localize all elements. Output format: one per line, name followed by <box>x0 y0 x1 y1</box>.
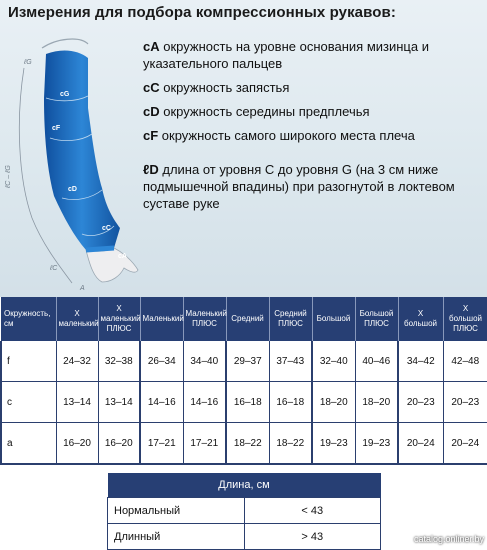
table-row <box>1 423 487 465</box>
table-cell: 32–38 <box>98 341 140 382</box>
legend-item: cA окружность на уровне основания мизинца и указательного пальцев <box>143 39 429 71</box>
length-label: Длинный <box>108 524 245 550</box>
table-cell: 42–48 <box>443 341 487 382</box>
size-table-header <box>1 297 487 341</box>
label-lC: ℓC <box>50 265 58 272</box>
column-header: X маленький <box>56 297 98 341</box>
column-header: Большой ПЛЮС <box>355 297 398 341</box>
table-row <box>1 382 487 423</box>
table-cell: 16–20 <box>56 423 98 465</box>
legend-item: cD окружность середины предплечья <box>143 104 370 119</box>
table-cell: 34–40 <box>183 341 226 382</box>
column-header: X большой ПЛЮС <box>443 297 487 341</box>
table-cell: 32–40 <box>312 341 355 382</box>
measurement-legend <box>143 38 483 219</box>
table-cell: 29–37 <box>226 341 269 382</box>
table-cell: 20–24 <box>443 423 487 465</box>
table-cell: 16–18 <box>269 382 312 423</box>
table-row <box>108 524 381 550</box>
legend-item: cC окружность запястья <box>143 80 290 95</box>
table-row <box>108 498 381 524</box>
watermark: catalog.onliner.by <box>413 534 484 544</box>
table-cell: 20–23 <box>398 382 443 423</box>
table-cell: 13–14 <box>98 382 140 423</box>
table-cell: 20–23 <box>443 382 487 423</box>
length-table <box>107 473 381 550</box>
size-table <box>0 297 487 465</box>
table-cell: 34–42 <box>398 341 443 382</box>
table-cell: 17–21 <box>183 423 226 465</box>
legend-item: cF окружность самого широкого места плеча <box>143 128 415 143</box>
label-lG: ℓG <box>24 59 32 66</box>
page-title: Измерения для подбора компрессионных рукавов: <box>8 4 396 21</box>
shoulder-outline <box>42 39 88 48</box>
table-cell: 13–14 <box>56 382 98 423</box>
label-A: A <box>80 285 85 292</box>
length-label: Нормальный <box>108 498 245 524</box>
length-header: Длина, см <box>108 473 381 498</box>
column-header: X большой <box>398 297 443 341</box>
label-cG: cG <box>60 91 70 98</box>
table-cell: 19–23 <box>355 423 398 465</box>
table-cell: 18–22 <box>269 423 312 465</box>
label-cA: cA <box>118 253 127 260</box>
table-cell: 37–43 <box>269 341 312 382</box>
column-header: Средний ПЛЮС <box>269 297 312 341</box>
label-lCG: ℓC – ℓG <box>5 165 12 188</box>
column-header: Маленький ПЛЮС <box>183 297 226 341</box>
table-cell: 18–20 <box>355 382 398 423</box>
length-value: > 43 <box>244 524 381 550</box>
row-label: c <box>1 382 56 423</box>
table-row <box>1 341 487 382</box>
table-cell: 40–46 <box>355 341 398 382</box>
label-cD: cD <box>68 186 77 193</box>
column-header: X маленький ПЛЮС <box>98 297 140 341</box>
legend-item: ℓD длина от уровня С до уровня G (на 3 см ниже подмышечной впадины) при разогнутой в локтевом суставе руке <box>143 162 455 211</box>
arm-sleeve-illustration <box>2 38 142 296</box>
table-cell: 14–16 <box>183 382 226 423</box>
label-cF: cF <box>52 125 61 132</box>
hand-shape <box>86 248 138 282</box>
column-header: Большой <box>312 297 355 341</box>
column-header: Средний <box>226 297 269 341</box>
length-value: < 43 <box>244 498 381 524</box>
table-cell: 18–20 <box>312 382 355 423</box>
row-label: a <box>1 423 56 465</box>
column-header: Маленький <box>140 297 183 341</box>
table-cell: 19–23 <box>312 423 355 465</box>
table-cell: 16–18 <box>226 382 269 423</box>
label-cC: cC <box>102 225 111 232</box>
table-cell: 18–22 <box>226 423 269 465</box>
corner-header: Окружность, см <box>1 297 56 341</box>
table-cell: 17–21 <box>140 423 183 465</box>
length-table-header <box>108 473 381 498</box>
sleeve-shape <box>44 51 120 252</box>
table-cell: 26–34 <box>140 341 183 382</box>
row-label: f <box>1 341 56 382</box>
table-cell: 24–32 <box>56 341 98 382</box>
table-cell: 14–16 <box>140 382 183 423</box>
table-cell: 16–20 <box>98 423 140 465</box>
table-cell: 20–24 <box>398 423 443 465</box>
